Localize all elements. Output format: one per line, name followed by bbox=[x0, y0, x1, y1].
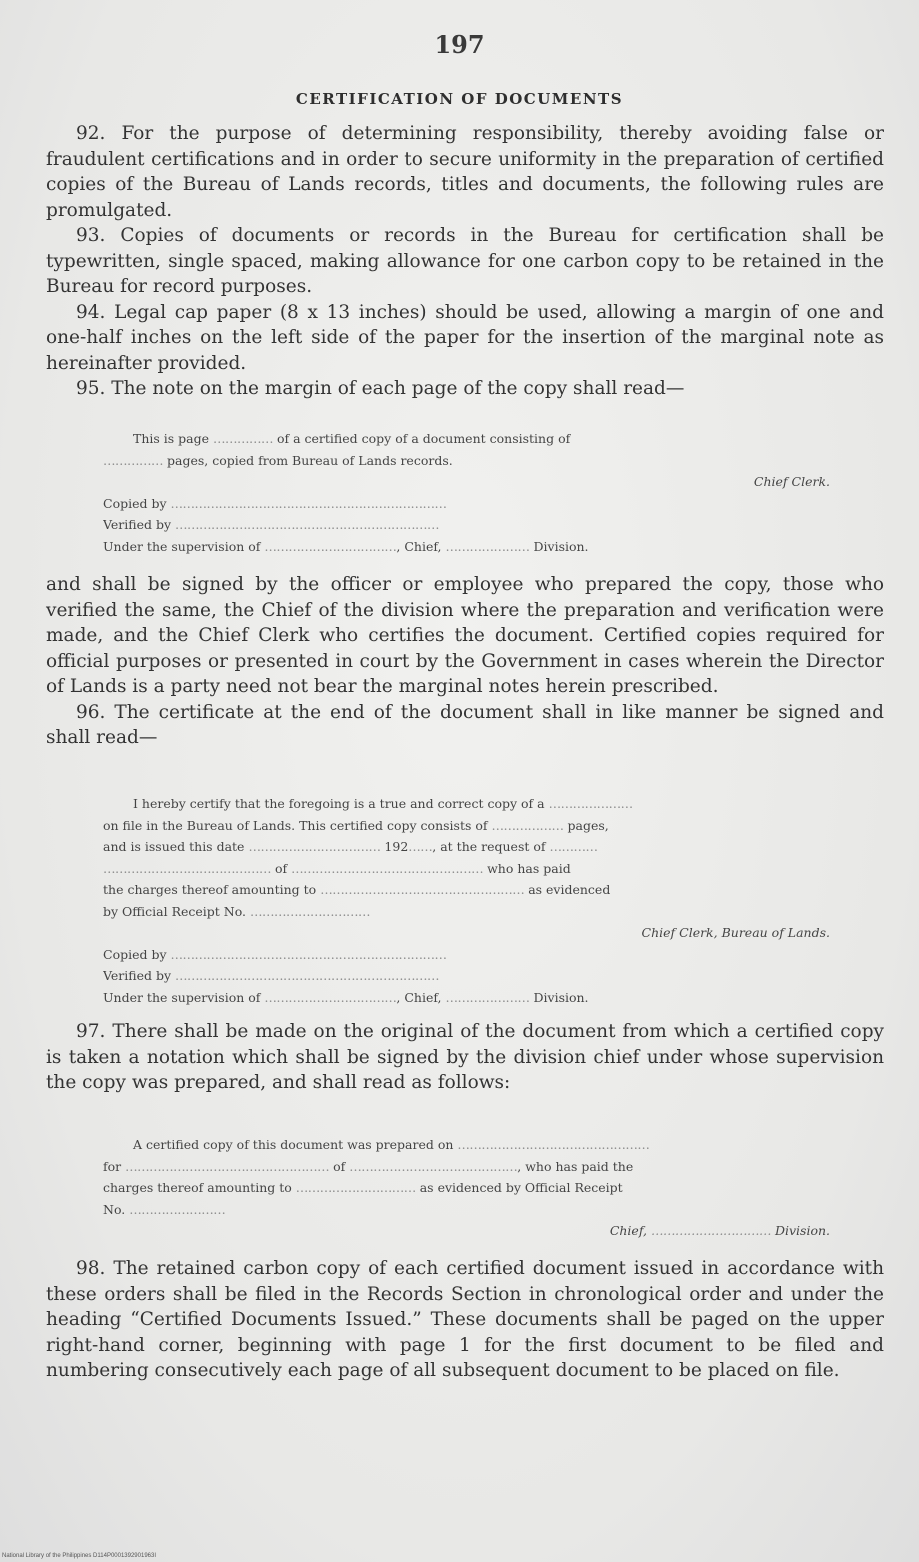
paragraph-98: 98. The retained carbon copy of each certified document issued in accordance with these orders shall be filed in the Records Section in chronological order and under the heading “Certified Documents Issued.” These documents shall be paged on the upper right-hand corner, beginning with page 1 for the first document to be filed and numbering consecutively each page of all subsequent document to be placed on file. bbox=[46, 1258, 884, 1381]
form96-line3c: , at the request of bbox=[432, 839, 546, 854]
certificate-form: I hereby certify that the foregoing is a true and correct copy of a ………………… on file in the Bureau of Lands. This certified copy consists of ……………… pages, and is issued this date …………………………… 192……, at the request of ………… …………………………………… of ………………………………………… who has paid the charges thereof amounting to …………………………………………… as evidenced by Official Receipt No. ………………………… Chief Clerk, Bureau of Lands. Copied by …………………………………………………………… Verified by ………………………………………………………… Under the supervision of ……………………………, Chief, ………………… Division. bbox=[103, 796, 830, 1005]
paragraph-block-middle bbox=[46, 572, 884, 751]
form95-under-supervision: Under the supervision of bbox=[103, 538, 261, 554]
form95-signature: Chief Clerk. bbox=[753, 474, 830, 489]
paragraph-96: 96. The certificate at the end of the document shall in like manner be signed and shall read— bbox=[46, 701, 884, 748]
form96-verified-by: Verified by bbox=[103, 968, 172, 983]
form96-chief: , Chief, bbox=[396, 989, 442, 1005]
form96-line4b: who has paid bbox=[487, 860, 571, 876]
form97-line3a: charges thereof amounting to bbox=[103, 1180, 292, 1195]
form97-line3b: as evidenced by Official Receipt bbox=[419, 1180, 623, 1195]
paragraph-97: 97. There shall be made on the original of the document from which a certified copy is taken a notation which shall be signed by the division chief under whose supervision the copy was prepared, and shall read as follows: bbox=[46, 1021, 884, 1093]
paragraph-block-98 bbox=[46, 1256, 884, 1384]
form96-line5a: the charges thereof amounting to bbox=[103, 882, 317, 897]
page-number: 197 bbox=[434, 30, 485, 59]
paragraph-block-top bbox=[46, 121, 884, 402]
form95-line2: pages, copied from Bureau of Lands records. bbox=[166, 452, 453, 468]
form96-copied-by: Copied by bbox=[103, 946, 167, 962]
form96-line6: by Official Receipt No. bbox=[103, 903, 247, 919]
section-heading: CERTIFICATION OF DOCUMENTS bbox=[295, 90, 624, 108]
form96-under-supervision: Under the supervision of bbox=[103, 989, 261, 1005]
form96-line2a: on file in the Bureau of Lands. This certified copy consists of bbox=[103, 817, 488, 833]
form95-copied-by: Copied by bbox=[103, 495, 167, 511]
form97-signature-division: Division. bbox=[774, 1223, 830, 1238]
form96-line3b: 192 bbox=[384, 839, 409, 854]
paragraph-block-97 bbox=[46, 1019, 884, 1096]
paragraph-94: 94. Legal cap paper (8 x 13 inches) should be used, allowing a margin of one and one-half inches on the left side of the paper for the insertion of the marginal note as hereinafter provided. bbox=[46, 301, 884, 374]
form95-chief: , Chief, bbox=[396, 538, 442, 554]
form96-division: Division. bbox=[533, 989, 589, 1005]
form95-line1a: This is page bbox=[133, 431, 210, 446]
form96-line2b: pages, bbox=[567, 817, 609, 833]
form96-line3a: and is issued this date bbox=[103, 839, 245, 854]
form96-line1: I hereby certify that the foregoing is a true and correct copy of a bbox=[133, 796, 545, 811]
notation-form: A certified copy of this document was prepared on ………………………………………… for …………………………………………… of ……………………………………, who has paid the charges thereof amounting to ………………………… as evidenced by Official Receipt No. …………………… Chief, ………………………… Division. bbox=[103, 1137, 830, 1238]
form97-line4: No. bbox=[103, 1201, 126, 1217]
form96-signature: Chief Clerk, Bureau of Lands. bbox=[641, 925, 830, 940]
form95-line1b: of a certified copy of a document consisting of bbox=[276, 431, 571, 446]
paragraph-95-continued: and shall be signed by the officer or employee who prepared the copy, those who verified the same, the Chief of the division where the preparation and verification were made, and the Chief Clerk who certifies the document. Certified copies required for official purposes or presented in court by the Government in cases wherein the Director of Lands is a party need not bear the marginal notes herein prescribed. bbox=[46, 574, 884, 697]
marginal-note-form: This is page …………… of a certified copy of a document consisting of …………… pages, copied from Bureau of Lands records. Chief Clerk. Copied by …………………………………………………………… Verified by ………………………………………………………… Under the supervision of ……………………………, Chief, ………………… Division. bbox=[103, 431, 830, 554]
paragraph-95: 95. The note on the margin of each page of the copy shall read— bbox=[76, 378, 685, 399]
form97-signature-chief: Chief, bbox=[609, 1223, 647, 1238]
form97-line2a: for bbox=[103, 1158, 122, 1174]
form95-verified-by: Verified by bbox=[103, 517, 172, 532]
paragraph-93: 93. Copies of documents or records in the Bureau for certification shall be typewritten, single spaced, making allowance for one carbon copy to be retained in the Bureau for record purposes. bbox=[46, 225, 884, 297]
form96-line5b: as evidenced bbox=[528, 882, 611, 897]
scan-credit: National Library of the Philippines D114P0001392901963I bbox=[2, 1553, 156, 1559]
paragraph-92: 92. For the purpose of determining responsibility, thereby avoiding false or fraudulent certifications and in order to secure uniformity in the preparation of certified copies of the Bureau of Lands records, titles and documents, the following rules are promulgated. bbox=[46, 123, 884, 221]
form97-line1: A certified copy of this document was prepared on bbox=[133, 1137, 454, 1152]
form97-line2b: of bbox=[333, 1158, 346, 1174]
form96-line4a: of bbox=[274, 860, 288, 876]
form95-division: Division. bbox=[533, 538, 589, 554]
form97-line2c: , who has paid the bbox=[517, 1158, 634, 1174]
